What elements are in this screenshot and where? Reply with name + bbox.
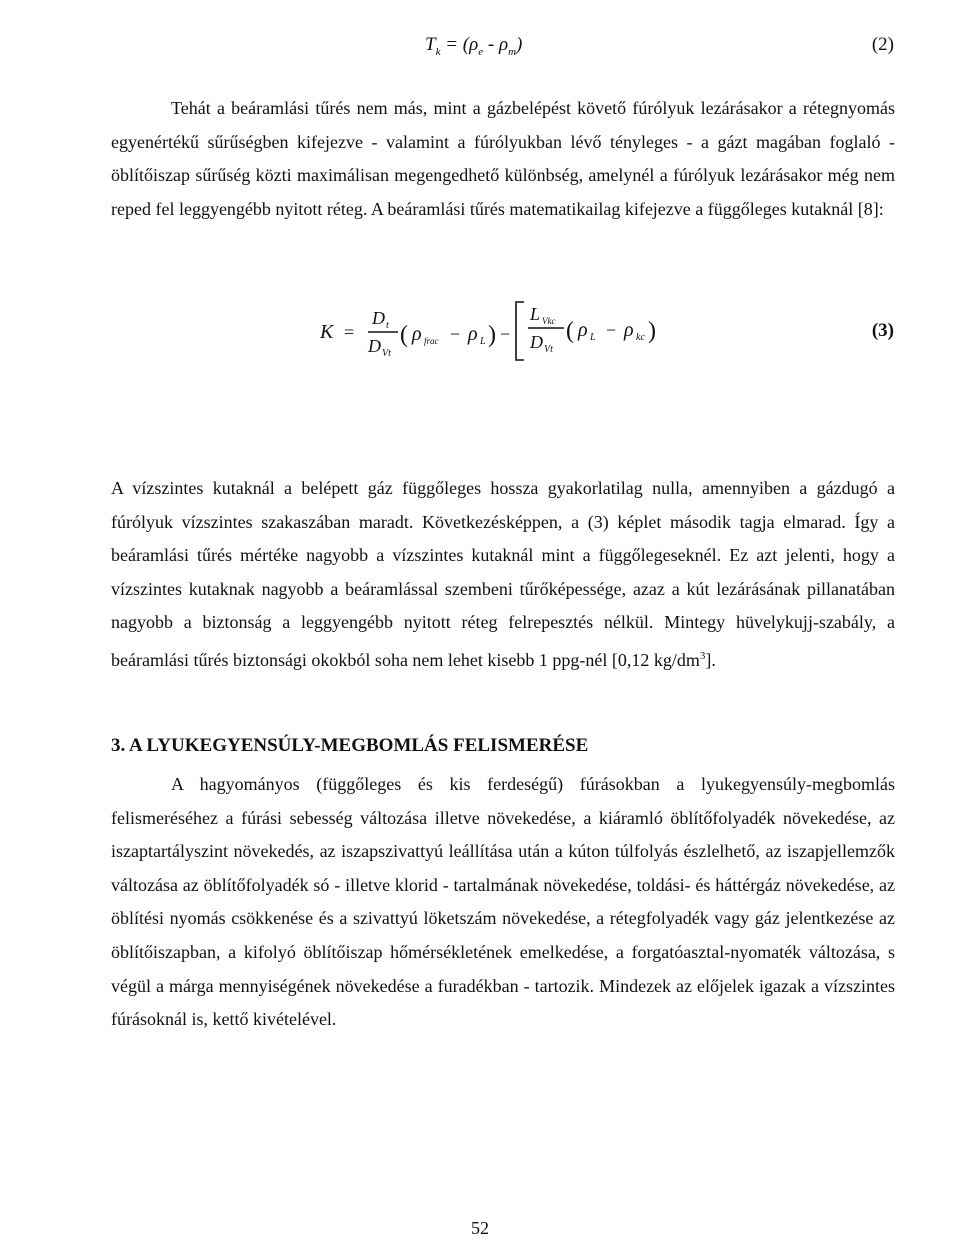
- paragraph-1-text: Tehát a beáramlási tűrés nem más, mint a gázbelépést követő fúrólyuk lezárásakor a rétegnyomás egyenértékű sűrűségben kifejezve - valamint a fúrólyukban lévő tényleges - a gázt magában foglaló - öblítőiszap sűrűség közti maximálisan megengedhető különbség, amelynél a fúrólyuk lezárásakor még nem reped fel leggyengébb nyitott réteg. A beáramlási tűrés matematikailag kifejezve a függőleges kutaknál [8]:: [111, 98, 895, 219]
- eq3-equals: =: [344, 322, 355, 342]
- eq3-D-num: D: [372, 308, 385, 328]
- eq2-close: ): [516, 34, 523, 55]
- eq3-minus-3: −: [606, 320, 617, 340]
- equation-2: [425, 34, 522, 58]
- eq3-rho-kc: ρ: [624, 319, 634, 341]
- eq2-lhs: T: [425, 34, 436, 55]
- equation-3-graphic: [320, 290, 840, 380]
- eq3-rho-L-2: ρ: [578, 319, 588, 341]
- section-heading: 3. A LYUKEGYENSÚLY-MEGBOMLÁS FELISMERÉSE: [111, 735, 589, 756]
- eq3-L-num: L: [530, 304, 541, 324]
- paragraph-2-body: A vízszintes kutaknál a belépett gáz függőleges hossza gyakorlatilag nulla, amennyiben a gázdugó a fúrólyuk vízszintes szakaszában maradt. Következésképpen, a (3) képlet második tagja elmarad. Így a beáramlási tűrés mértéke nagyobb a vízszintes kutaknál mint a függőlegeseknél. Ez azt jelenti, hogy a vízszintes kutaknak nagyobb a beáramlással szembeni tűrőképessége, azaz a kút lezárásának pillanatában nagyobb a biztonság a leggyengébb nyitott réteg felrepesztés nélkül. Mintegy hüvelykujj-szabály, a beáramlási tűrés biztonsági okokból soha nem lehet kisebb 1 ppg-nél [0,12 kg/dm: [111, 478, 895, 670]
- eq3-paren-close-1: ): [488, 322, 496, 348]
- eq3-minus-2: −: [500, 324, 511, 344]
- eq3-D2-den: D: [530, 332, 543, 352]
- eq3-D-den-sub: Vt: [382, 348, 391, 359]
- eq3-bracket: [516, 302, 524, 360]
- paragraph-2-text: [111, 472, 895, 678]
- eq3-rho-L-2-sub: L: [590, 332, 596, 343]
- paragraph-1: [111, 92, 895, 226]
- paragraph-3: [111, 768, 895, 1037]
- eq3-rho-frac-sub: frac: [424, 336, 439, 346]
- eq3-paren-open-2: (: [566, 318, 574, 344]
- eq3-D-num-sub: t: [386, 320, 389, 331]
- eq3-L-num-sub: Vkc: [542, 316, 556, 326]
- eq3-D-den: D: [368, 336, 381, 356]
- equation-3: [320, 290, 840, 380]
- eq3-rho-L-sub: L: [480, 336, 486, 347]
- eq3-K: K: [320, 321, 334, 343]
- eq3-paren-open-1: (: [400, 322, 408, 348]
- eq2-sub-e: e: [478, 45, 484, 58]
- eq2-sub-m: m: [508, 45, 517, 58]
- paragraph-2: [111, 472, 895, 678]
- eq3-rho-kc-sub: kc: [636, 332, 645, 343]
- eq2-minus: - ρ: [483, 34, 509, 55]
- equation-2-number: (2): [871, 34, 894, 55]
- paragraph-2-end: ].: [705, 649, 716, 670]
- eq3-rho-L: ρ: [468, 323, 478, 345]
- eq2-rhs: = (ρ: [445, 34, 479, 55]
- eq3-rho-frac: ρ: [412, 323, 422, 345]
- eq3-minus-1: −: [450, 324, 461, 344]
- page-number: 52: [471, 1218, 489, 1238]
- paragraph-3-text: A hagyományos (függőleges és kis ferdeségű) fúrásokban a lyukegyensúly-megbomlás felismeréséhez a fúrási sebesség változása illetve növekedése, a kiáramló öblítőfolyadék növekedése, az iszaptartályszint növekedés, az iszapszivattyú leállítása után a kúton túlfolyás észlelhető, az iszapjellemzők változása az öblítőfolyadék só - illetve klorid - tartalmának növekedése, toldási- és háttérgáz növekedése, az öblítési nyomás csökkenése és a szivattyú löketszám növekedése, a rétegfolyadék vagy gáz jelentkezése az öblítőiszapban, a kifolyó öblítőiszap hőmérsékletének emelkedése, a forgatóasztal-nyomaték változása, s végül a márga mennyiségének növekedése a furadékban - tartozik. Mindezek az előjelek igazak a vízszintes fúrásoknál is, kettő kivételével.: [111, 774, 895, 1030]
- paragraph-2-superscript: 3: [699, 649, 706, 662]
- eq3-D2-den-sub: Vt: [544, 344, 553, 355]
- eq2-lhs-sub: k: [435, 45, 441, 58]
- eq3-paren-close-2: ): [648, 318, 656, 344]
- equation-3-number: (3): [871, 320, 894, 341]
